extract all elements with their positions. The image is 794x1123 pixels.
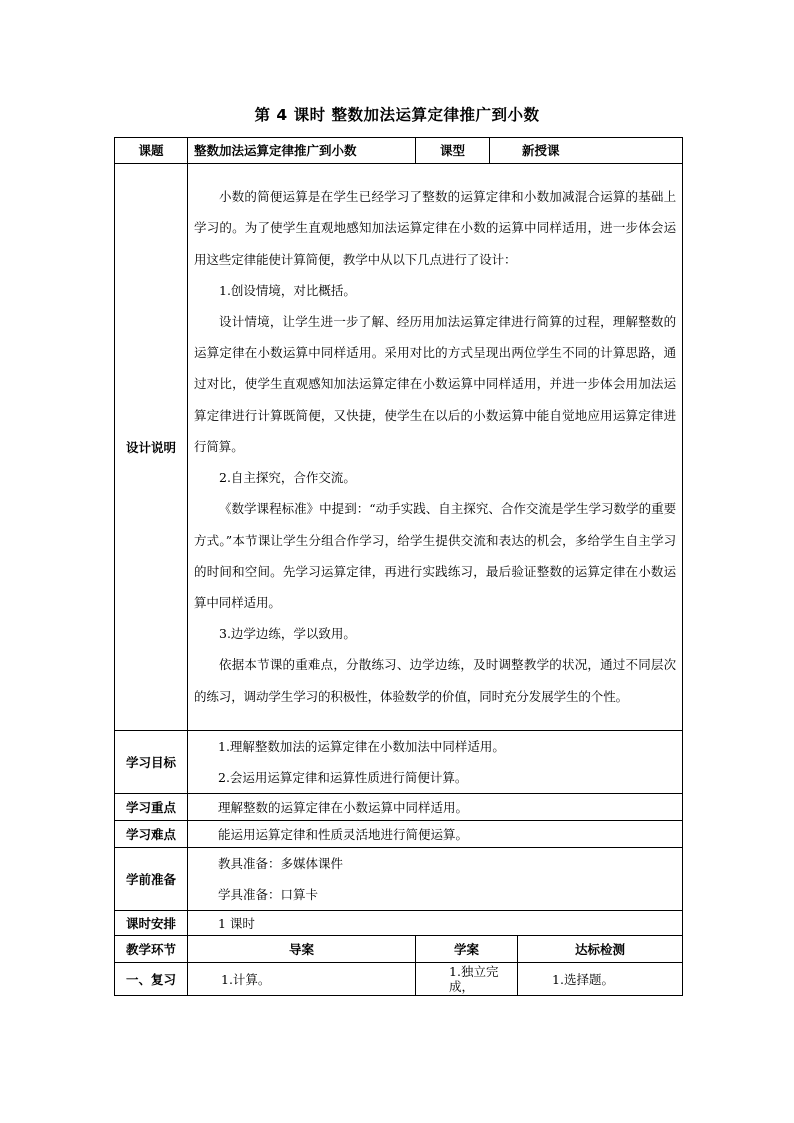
- design-paragraph: 设计情境，让学生进一步了解、经历用加法运算定律进行简算的过程，理解整数的运算定律在小数运算中同样适用。采用对比的方式呈现出两位学生不同的计算思路，通过对比，使学生直观感知加法运算定律在小数运算中同样适用，并进一步体会用加法运算定律进行计算既简便，又快捷，使学生在以后的小数运算中能自觉地应用运算定律进行简算。: [194, 314, 677, 454]
- objective-item: 2.会运用运算定律和运算性质进行简便计算。: [218, 770, 468, 785]
- design-row: [115, 164, 683, 731]
- design-point: 1.创设情境，对比概括。: [219, 282, 356, 298]
- preparation-item: 教具准备：多媒体课件: [218, 856, 344, 871]
- sections-label: 教学环节: [115, 936, 188, 963]
- preparation-label: 学前准备: [115, 848, 188, 911]
- review-study-text: 1.独立完成，: [416, 963, 518, 996]
- objectives-label: 学习目标: [115, 731, 188, 794]
- difficulty-label: 学习难点: [115, 821, 188, 848]
- objectives-row: [115, 731, 683, 794]
- topic-label: 课题: [115, 138, 188, 164]
- lesson-plan-table: [114, 137, 683, 996]
- schedule-label: 课时安排: [115, 911, 188, 936]
- preparation-item: 学具准备：口算卡: [218, 887, 319, 902]
- test-column-header: 达标检测: [518, 936, 683, 963]
- page-title: 第 4 课时 整数加法运算定律推广到小数: [254, 106, 540, 124]
- objective-item: 1.理解整数加法的运算定律在小数加法中同样适用。: [218, 739, 505, 754]
- topic-row: [115, 138, 683, 164]
- guide-column-header: 导案: [188, 936, 416, 963]
- topic-value: 整数加法运算定律推广到小数: [188, 138, 416, 164]
- review-guide-text: 1.计算。: [188, 963, 416, 996]
- difficulty-row: [115, 821, 683, 848]
- design-label: 设计说明: [115, 164, 188, 731]
- type-label: 课型: [416, 138, 490, 164]
- type-value: 新授课: [490, 138, 683, 164]
- difficulty-text: 能运用运算定律和性质灵活地进行简便运算。: [188, 821, 683, 848]
- design-point: 3.边学边练，学以致用。: [219, 626, 356, 642]
- review-row: [115, 963, 683, 996]
- study-column-header: 学案: [416, 936, 518, 963]
- preparation-row: [115, 848, 683, 911]
- key-point-text: 理解整数的运算定律在小数运算中同样适用。: [188, 794, 683, 821]
- design-paragraph: 《数学课程标准》中提到：“动手实践、自主探究、合作交流是学生学习数学的重要方式。”本节课让学生分组合作学习，给学生提供交流和表达的机会，多给学生自主学习的时间和空间。先学习运算定律，再进行实践练习，最后验证整数的运算定律在小数运算中同样适用。: [194, 501, 677, 610]
- design-paragraph: 小数的简便运算是在学生已经学习了整数的运算定律和小数加减混合运算的基础上学习的。为了使学生直观地感知加法运算定律在小数的运算中同样适用，进一步体会运用这些定律能使计算简便，教学中从以下几点进行了设计：: [194, 189, 677, 267]
- preparation-content: [188, 848, 683, 911]
- design-paragraph: 依据本节课的重难点，分散练习、边学边练，及时调整教学的状况，通过不同层次的练习，调动学生学习的积极性，体验数学的价值，同时充分发展学生的个性。: [194, 657, 677, 704]
- review-label: 一、复习: [115, 963, 188, 996]
- design-content: [188, 164, 683, 731]
- schedule-row: [115, 911, 683, 936]
- design-point: 2.自主探究，合作交流。: [219, 470, 356, 486]
- sections-header-row: [115, 936, 683, 963]
- schedule-text: 1 课时: [188, 911, 683, 936]
- key-point-label: 学习重点: [115, 794, 188, 821]
- objectives-content: [188, 731, 683, 794]
- key-point-row: [115, 794, 683, 821]
- review-test-text: 1.选择题。: [518, 963, 683, 996]
